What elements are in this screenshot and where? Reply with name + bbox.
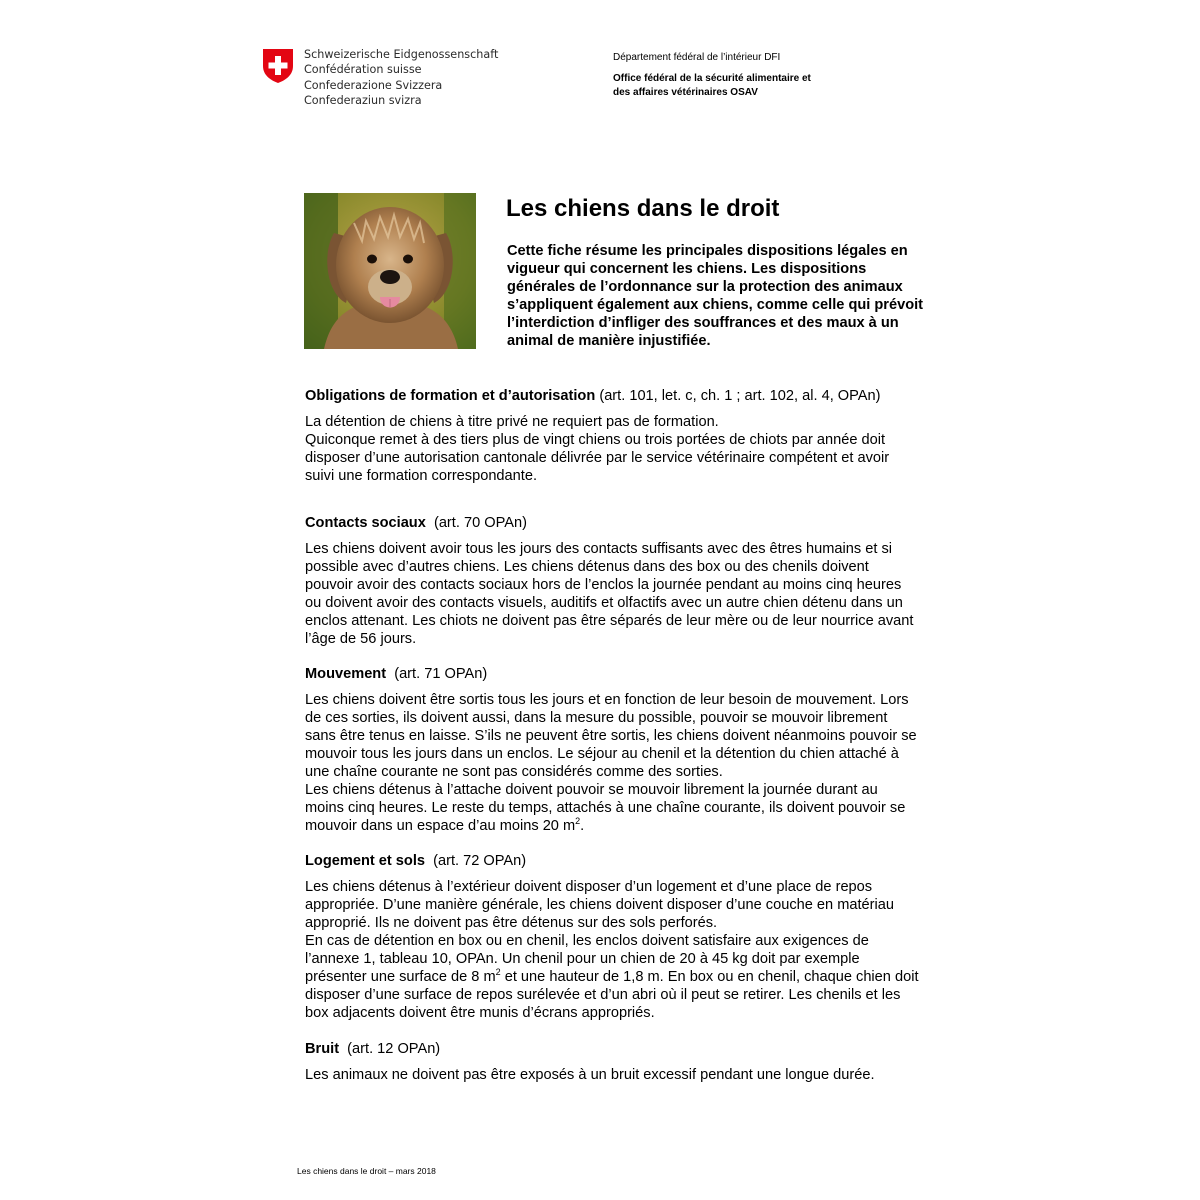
- section-body-formation: [305, 413, 889, 485]
- body-line: Les chiens doivent être sortis tous les jours et en fonction de leur besoin de mouvement. Lors: [305, 692, 909, 708]
- confederation-name-it: Confederazione Svizzera: [304, 78, 443, 92]
- body-line: appropriée. D’une manière générale, les chiens doivent disposer d’une couche en matériau: [305, 897, 894, 913]
- body-line: La détention de chiens à titre privé ne requiert pas de formation.: [305, 414, 719, 430]
- section-heading-contacts: [305, 514, 527, 532]
- intro-line: vigueur qui concernent les chiens. Les dispositions: [507, 261, 867, 277]
- superscript: 2: [575, 816, 581, 827]
- body-line-text: présenter une surface de 8 m: [305, 969, 496, 985]
- body-line: enclos attenant. Les chiots ne doivent pas être séparés de leur mère ou de leur nourrice avant: [305, 613, 914, 629]
- body-line-text: .: [580, 818, 585, 834]
- section-title: Bruit: [305, 1041, 340, 1057]
- body-line: possible avec d’autres chiens. Les chiens détenus dans des box ou des chenils doivent: [305, 559, 869, 575]
- section-heading-logement: [305, 852, 526, 870]
- section-title: Mouvement: [305, 666, 387, 682]
- body-line: mouvoir tous les jours dans un enclos. Le séjour au chenil et la détention du chien attaché à: [305, 746, 899, 762]
- office-name-line: Office fédéral de la sécurité alimentaire et: [613, 73, 811, 84]
- section-reference: (art. 12 OPAn): [347, 1041, 441, 1057]
- department-name: Département fédéral de l’intérieur DFI: [613, 52, 781, 63]
- body-line: moins cinq heures. Le reste du temps, attachés à une chaîne courante, ils doivent pouvoir se: [305, 800, 906, 816]
- intro-line: animal de manière injustifiée.: [507, 333, 711, 349]
- section-body-contacts: [305, 540, 913, 648]
- swiss-coat-of-arms-icon: [262, 48, 294, 84]
- section-reference: (art. 71 OPAn): [394, 666, 488, 682]
- body-line: l’annexe 1, tableau 10, OPAn. Un chenil pour un chien de 20 à 45 kg doit par exemple: [305, 951, 860, 967]
- body-line: Les chiens détenus à l’attache doivent pouvoir se mouvoir librement la journée durant au: [305, 782, 878, 798]
- confederation-names: [304, 47, 498, 109]
- intro-line: Cette fiche résume les principales dispositions légales en: [507, 243, 908, 259]
- body-line: [305, 968, 919, 986]
- intro-line: l’interdiction d’infliger des souffrances et des maux à un: [507, 315, 899, 331]
- body-line: approprié. Ils ne doivent pas être détenus sur des sols perforés.: [305, 915, 718, 931]
- body-line: En cas de détention en box ou en chenil, les enclos doivent satisfaire aux exigences de: [305, 933, 869, 949]
- body-line: box adjacents doivent être munis d’écrans appropriés.: [305, 1005, 655, 1021]
- body-line: suivi une formation correspondante.: [305, 468, 538, 484]
- body-line-text: mouvoir dans un espace d’au moins 20 m: [305, 818, 576, 834]
- section-body-bruit: [305, 1066, 875, 1084]
- section-title: Logement et sols: [305, 853, 426, 869]
- confederation-name-de: Schweizerische Eidgenossenschaft: [304, 48, 499, 61]
- intro-paragraph: [507, 242, 947, 350]
- body-line: ou doivent avoir des contacts visuels, auditifs et olfactifs avec un autre chien détenu dans un: [305, 595, 903, 611]
- section-title: Obligations de formation et d’autorisation: [305, 388, 596, 404]
- page-footer: Les chiens dans le droit – mars 2018: [297, 1166, 436, 1176]
- section-heading-bruit: [305, 1040, 440, 1058]
- body-line: l’âge de 56 jours.: [305, 631, 417, 647]
- section-heading-mouvement: [305, 665, 487, 683]
- body-line: Les chiens détenus à l’extérieur doivent disposer d’un logement et d’une place de repos: [305, 879, 873, 895]
- body-line: pouvoir avoir des contacts sociaux hors de l’enclos la journée pendant au moins cinq heures: [305, 577, 902, 593]
- body-line: Les animaux ne doivent pas être exposés à un bruit excessif pendant une longue durée.: [305, 1067, 875, 1083]
- body-line: disposer d’une surface de repos surélevée et d’un abri où il peut se retirer. Les chenils et les: [305, 987, 901, 1003]
- section-body-mouvement: [305, 691, 917, 835]
- section-title: Contacts sociaux: [305, 515, 426, 531]
- superscript: 2: [495, 967, 501, 978]
- section-reference: (art. 101, let. c, ch. 1 ; art. 102, al. 4, OPAn): [599, 388, 881, 404]
- body-line: disposer d’une autorisation cantonale délivrée par le service vétérinaire compétent et avoir: [305, 450, 890, 466]
- body-line: une chaîne courante ne sont pas considérés comme des sorties.: [305, 764, 723, 780]
- office-name: [613, 72, 811, 100]
- section-body-logement: [305, 878, 919, 1022]
- body-line: Quiconque remet à des tiers plus de vingt chiens ou trois portées de chiots par année doit: [305, 432, 886, 448]
- intro-line: s’appliquent également aux chiens, comme celle qui prévoit: [507, 297, 924, 313]
- section-reference: (art. 70 OPAn): [433, 515, 527, 531]
- body-line: sans être tenus en laisse. S’ils ne peuvent être sortis, les chiens doivent néanmoins pouvoir se: [305, 728, 917, 744]
- body-line: Les chiens doivent avoir tous les jours des contacts suffisants avec des êtres humains et si: [305, 541, 893, 557]
- section-reference: (art. 72 OPAn): [433, 853, 527, 869]
- confederation-name-fr: Confédération suisse: [304, 63, 422, 77]
- intro-line: générales de l’ordonnance sur la protection des animaux: [507, 279, 903, 295]
- body-line-text: et une hauteur de 1,8 m. En box ou en chenil, chaque chien doit: [500, 969, 919, 985]
- dog-photo: [304, 193, 476, 349]
- section-heading-formation: [305, 387, 881, 405]
- page-title: Les chiens dans le droit: [506, 195, 780, 222]
- body-line: de ces sorties, ils doivent aussi, dans la mesure du possible, pouvoir se mouvoir librement: [305, 710, 888, 726]
- office-name-line: des affaires vétérinaires OSAV: [613, 87, 758, 98]
- confederation-name-rm: Confederaziun svizra: [304, 94, 422, 108]
- body-line: [305, 817, 917, 835]
